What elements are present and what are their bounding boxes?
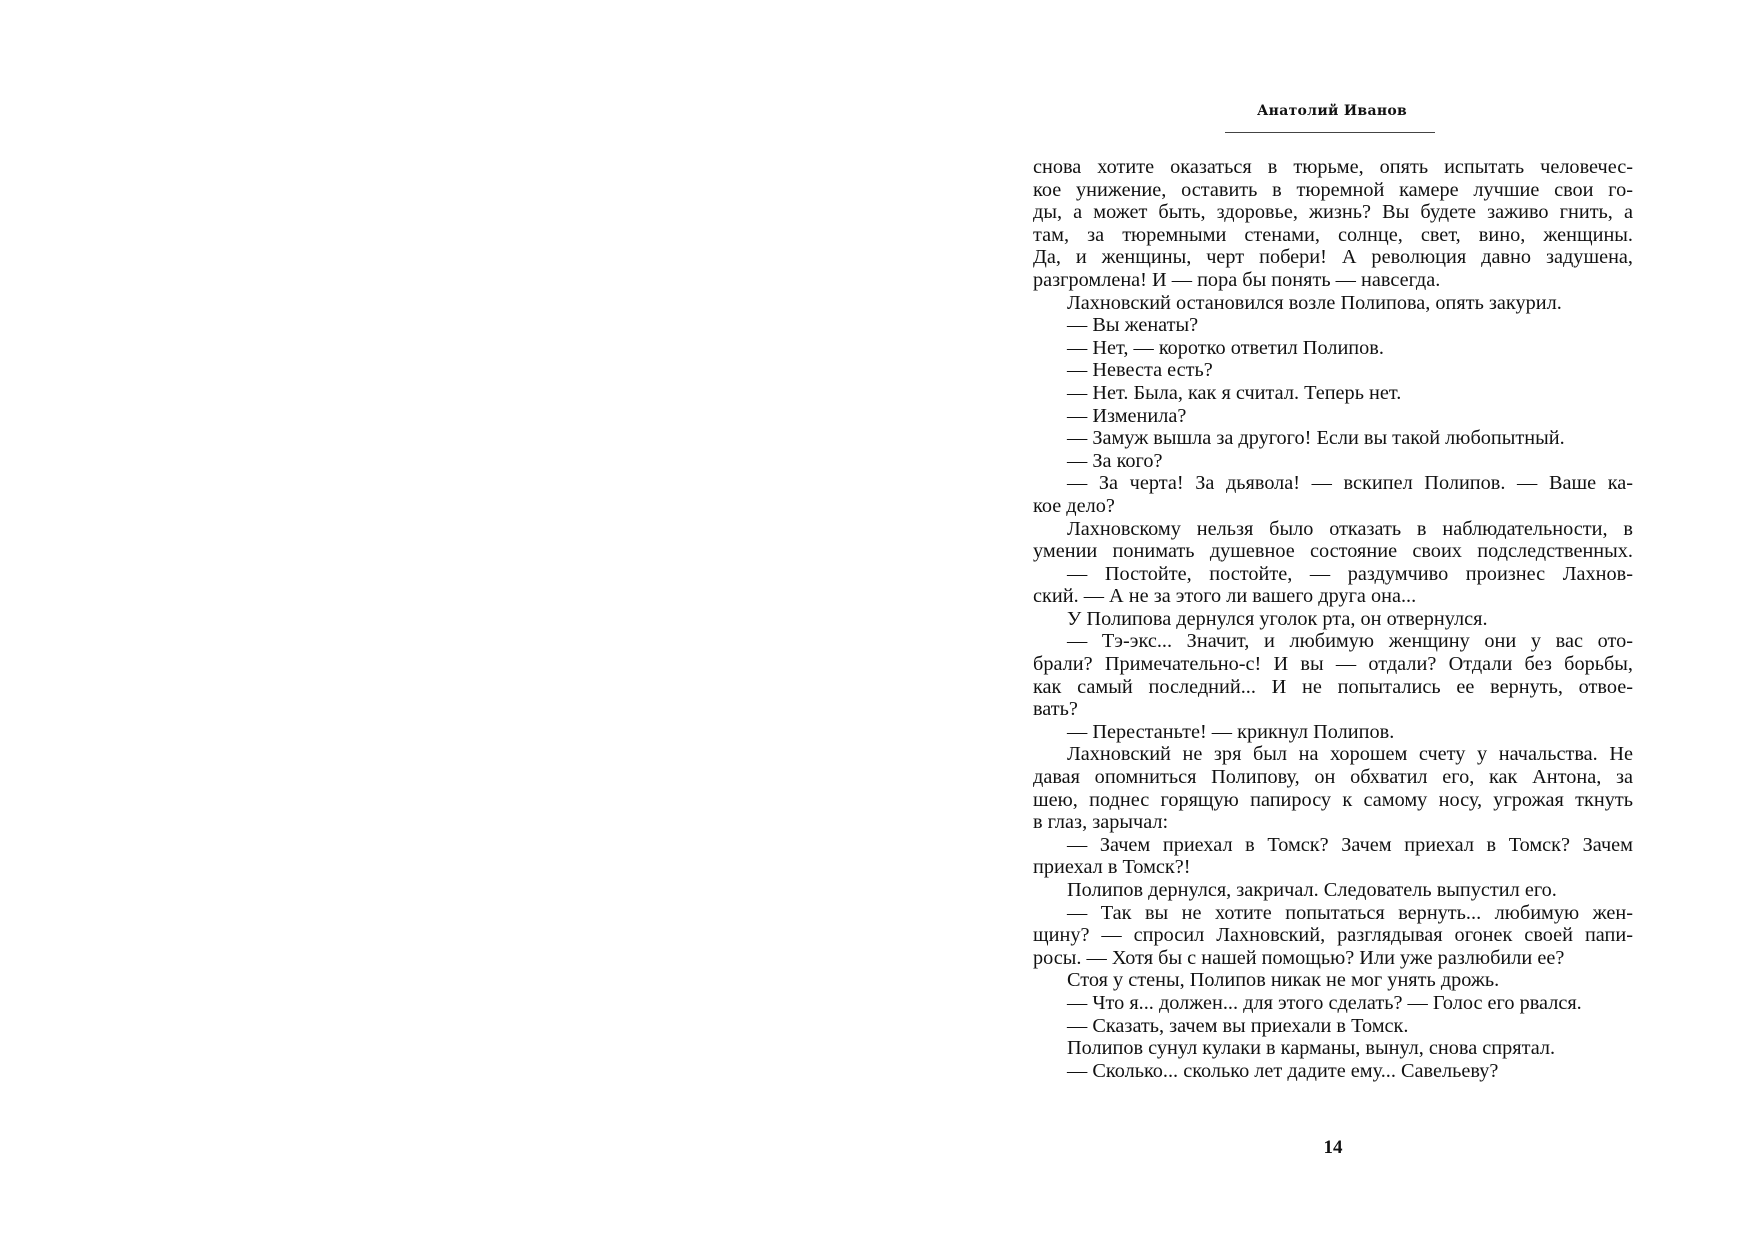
text-line: разгромлена! И — пора бы понять — навсегда. (1033, 268, 1441, 291)
text-line: Лахновскому нельзя было отказать в наблюдательности, в (1067, 517, 1633, 540)
text-line: — За черта! За дьявола! — вскипел Полипов. — Ваше ка- (1067, 472, 1633, 495)
text-line: — Замуж вышла за другого! Если вы такой любопытный. (1067, 427, 1565, 450)
text-line: Стоя у стены, Полипов никак не мог унять дрожь. (1067, 969, 1500, 992)
text-line: — Невеста есть? (1067, 359, 1213, 382)
body-text (1033, 156, 1633, 1082)
text-line: умении понимать душевное состояние своих подследственных. (1033, 540, 1633, 563)
text-line: — Перестаньте! — крикнул Полипов. (1067, 720, 1395, 743)
text-line: приехал в Томск?! (1033, 856, 1191, 879)
text-line: вать? (1033, 698, 1078, 721)
text-line: как самый последний... И не попытались ее вернуть, отвое- (1033, 675, 1633, 698)
header-rule (1225, 132, 1435, 133)
text-line: ды, а может быть, здоровье, жизнь? Вы будете заживо гнить, а (1033, 201, 1633, 224)
text-line: давая опомниться Полипову, он обхватил его, как Антона, за (1033, 766, 1633, 789)
text-line: в глаз, зарычал: (1033, 811, 1169, 834)
text-line: — Постойте, постойте, — раздумчиво произнес Лахнов- (1067, 562, 1633, 585)
page-number: 14 (1323, 1137, 1343, 1158)
text-line: — Тэ-экс... Значит, и любимую женщину они у вас ото- (1067, 630, 1633, 653)
text-line: кое унижение, оставить в тюремной камере лучшие свои го- (1033, 178, 1633, 201)
text-line: — Сказать, зачем вы приехали в Томск. (1067, 1014, 1409, 1037)
text-line: росы. — Хотя бы с нашей помощью? Или уже разлюбили ее? (1033, 946, 1565, 969)
text-line: Лахновский не зря был на хорошем счету у начальства. Не (1067, 743, 1633, 766)
text-line: — Зачем приехал в Томск? Зачем приехал в Томск? Зачем (1067, 833, 1633, 856)
text-line: — Что я... должен... для этого сделать? — Голос его рвался. (1067, 991, 1582, 1014)
text-line: Да, и женщины, черт побери! А революция давно задушена, (1033, 246, 1633, 269)
text-line: — Нет, — коротко ответил Полипов. (1067, 336, 1384, 359)
text-line: — Нет. Была, как я считал. Теперь нет. (1067, 381, 1402, 404)
text-line: шею, поднес горящую папиросу к самому носу, угрожая ткнуть (1033, 788, 1633, 811)
text-line: снова хотите оказаться в тюрьме, опять испытать человечес- (1033, 156, 1633, 178)
text-line: Полипов дернулся, закричал. Следователь выпустил его. (1067, 879, 1557, 901)
text-line: — Изменила? (1067, 404, 1187, 427)
text-line: — Вы женаты? (1067, 314, 1199, 337)
text-line: ский. — А не за этого ли вашего друга она... (1033, 585, 1417, 608)
text-line: щину? — спросил Лахновский, разглядывая огонек своей папи- (1033, 924, 1633, 947)
text-line: брали? Примечательно-с! И вы — отдали? Отдали без борьбы, (1033, 653, 1633, 676)
text-line: там, за тюремными стенами, солнце, свет, вино, женщины. (1033, 223, 1633, 246)
running-header-author: Анатолий Иванов (1256, 103, 1408, 119)
text-line: кое дело? (1033, 494, 1115, 517)
text-line: — Сколько... сколько лет дадите ему... Савельеву? (1067, 1059, 1499, 1082)
text-line: У Полипова дернулся уголок рта, он отвернулся. (1067, 607, 1488, 630)
text-line: — Так вы не хотите попытаться вернуть... любимую жен- (1067, 901, 1633, 924)
text-line: Лахновский остановился возле Полипова, опять закурил. (1067, 291, 1562, 314)
text-line: Полипов сунул кулаки в карманы, вынул, снова спрятал. (1067, 1037, 1556, 1060)
text-line: — За кого? (1067, 449, 1163, 472)
